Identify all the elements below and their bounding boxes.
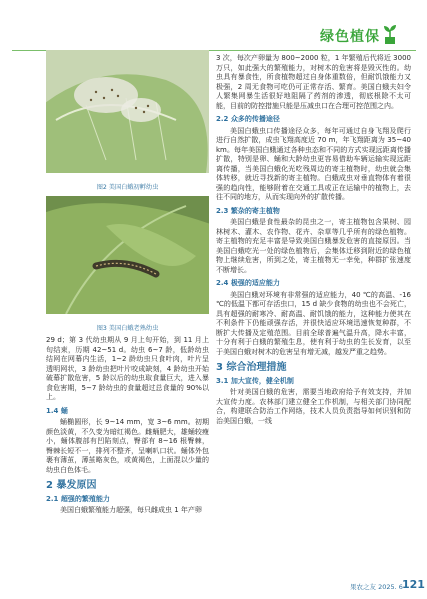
paragraph: 美国白蛾虫口传播途径众多，每年可通过自身飞翔及爬行进行自然扩散，成虫飞翔高度近 70 m，年飞翔距离为 35~40 km。每年美国白蛾通过各种虫态和不同的方式实现远距离传播扩散，特别是卵、蛹和大龄幼虫更容易借助车辆运输实现远距离传播，当美国白蛾化光吃残周边的寄主植物时，幼虫就会集体转移，就近寻找新的寄主植物。白蛾成虫对垂直物体有着很强的趋向性，能够附着在交通工具或正在运输中的植物上，去往不同的地方，从而实现向外的扩散传播。 — [216, 126, 411, 201]
journal-name: 果农之友 2025. 6 — [350, 583, 403, 591]
paragraph: 美国白蛾是食性最杂的昆虫之一，寄主植物包含果树、园林树木、灌木、农作物、花卉、杂草等几乎所有的绿色植物。寄主植物的充足丰富是导致美国白蛾暴发危害的直接原因。当美国白蛾吃光一处的绿色植物后，会集体迁移到附近的绿色植物上继续危害，所到之处，寄主植物无一幸免，种群扩张速度不断增长。 — [216, 218, 411, 274]
paragraph: 蛹椭圆形，长 9~14 mm，宽 3~6 mm。初期颜色淡黄，不久变为暗红褐色。雌蛹肥大，雄蛹较瘦小，蛹体腹部有凹陷刻点，臀部有 8~16 根臀棘，臀棘长短不一，排列不整齐，呈喇叭口状。蛹体外包裹有薄茧，薄茧略灰色，或黄褐色，上面混以少量的幼虫白色体毛。 — [46, 418, 209, 474]
paragraph: 3 次，每次产卵量为 800~2000 粒，1 年繁殖后代将近 3000 万只，如此强大的繁殖能力，对树木的危害将是毁灭性的。幼虫具有暴食性，所食植物超过自身体重数倍，但耐饥饿能力又极强，2 周无食物可吃仍可正常存活、繁育。美国白蛾夫妇令人繁集网暴生活很好地阻隔了药剂的渗透，彻底根除不太可能，目前的防控措施只能是压减虫口在合理可控范围之内。 — [216, 54, 411, 110]
section-heading: 2.4 极强的适应能力 — [216, 279, 280, 287]
left-column — [46, 336, 209, 516]
section-heading: 2.3 繁杂的寄主植物 — [216, 206, 280, 215]
section-heading: 1.4 蛹 — [46, 406, 68, 415]
paragraph: 针对美国白蛾的危害，需要当地政府给予有效支持，并加大宣传力度。农林部门建立健全工作机制，与相关部门协同配合，构建联合防治工作网络，技术人员负责指导如何识别和防治美国白蛾，一线 — [216, 388, 411, 425]
section-heading: 3 综合治理措施 — [216, 362, 287, 373]
paragraph: 美国白蛾对环境有非常强的适应能力，40 ℃的高温、-16 ℃的低温下都可存活虫口，15 d 缺少食物的幼虫也不会死亡，具有超强的耐寒冷、耐高温、耐饥饿的能力，这种能力使其在不利条件下仍能顽强存活，并很快适应环境迅速恢复种群，不断扩大传播及定殖范围。目前全球普遍气温升高，降水丰富，十分有利于白蛾的繁殖生息，使有利于幼虫的生长发育，以至于美国白蛾对树木的危害呈有增无减，越发严重之趋势。 — [216, 290, 411, 356]
section-title: 绿色植保 — [320, 29, 380, 45]
section-heading: 2.1 超强的繁殖能力 — [46, 494, 110, 503]
page-number: 121 — [402, 578, 425, 591]
paragraph: 美国白蛾繁殖能力超强，每只雌成虫 1 年产卵 — [60, 506, 202, 514]
figure-mature-larva — [46, 196, 209, 314]
paragraph: 29 d；第 3 代幼虫期从 9 月上旬开始，到 11 月上旬结束，历期 42~51 d。幼虫 6~7 龄，低龄幼虫结网在网幕内生活，1~2 龄幼虫只食叶肉，叶片呈透明网状，3 龄幼虫把叶片咬成缺刻，4 龄幼虫开始破幕扩散危害，5 龄以后的幼虫取食量巨大，进入暴食危害期，5~7 龄幼虫的食量超过总食量的 90%以上。 — [46, 336, 209, 401]
section-heading: 2.2 众多的传播途径 — [216, 115, 280, 123]
section-heading: 2 暴发原因 — [46, 480, 97, 491]
figure-caption: 图3 美国白蛾老熟幼虫 — [96, 325, 159, 332]
right-column — [216, 54, 411, 426]
figure-caption: 图2 美国白蛾初孵幼虫 — [96, 184, 159, 191]
sprout-icon — [378, 22, 402, 46]
figure-early-larvae — [46, 50, 209, 173]
section-heading: 3.1 加大宣传，健全机制 — [216, 376, 294, 385]
